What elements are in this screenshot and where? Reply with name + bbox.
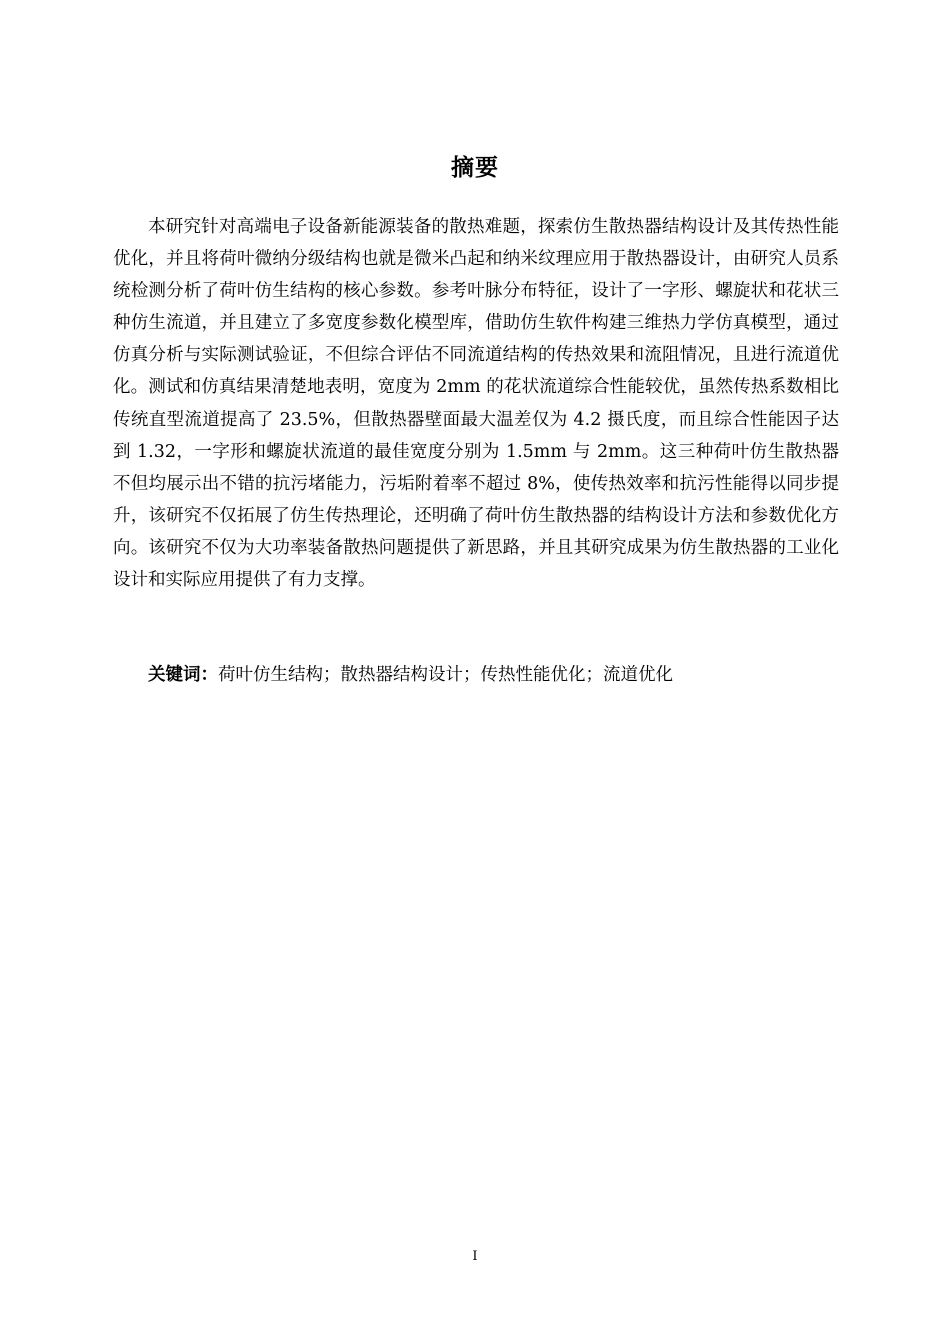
page-number: I: [472, 1249, 478, 1264]
keywords-text: 荷叶仿生结构；散热器结构设计；传热性能优化；流道优化: [218, 665, 673, 685]
keywords-line: [148, 660, 838, 690]
page-title: 摘要: [451, 155, 499, 181]
keywords-label: 关键词：: [148, 665, 218, 685]
abstract-paragraph: 本研究针对高端电子设备新能源装备的散热难题，探索仿生散热器结构设计及其传热性能优化，并且将荷叶微纳分级结构也就是微米凸起和纳米纹理应用于散热器设计，由研究人员系统检测分析了荷叶仿生结构的核心参数。参考叶脉分布特征，设计了一字形、螺旋状和花状三种仿生流道，并且建立了多宽度参数化模型库，借助仿生软件构建三维热力学仿真模型，通过仿真分析与实际测试验证，不但综合评估不同流道结构的传热效果和流阻情况，且进行流道优化。测试和仿真结果清楚地表明，宽度为 2mm 的花状流道综合性能较优，虽然传热系数相比传统直型流道提高了 23.5%，但散热器壁面最大温差仅为 4.2 摄氏度，而且综合性能因子达到 1.32，一字形和螺旋状流道的最佳宽度分别为 1.5mm 与 2mm。这三种荷叶仿生散热器不但均展示出不错的抗污堵能力，污垢附着率不超过 8%，使传热效率和抗污性能得以同步提升，该研究不仅拓展了仿生传热理论，还明确了荷叶仿生散热器的结构设计方法和参数优化方向。该研究不仅为大功率装备散热问题提供了新思路，并且其研究成果为仿生散热器的工业化设计和实际应用提供了有力支撑。: [113, 217, 839, 591]
